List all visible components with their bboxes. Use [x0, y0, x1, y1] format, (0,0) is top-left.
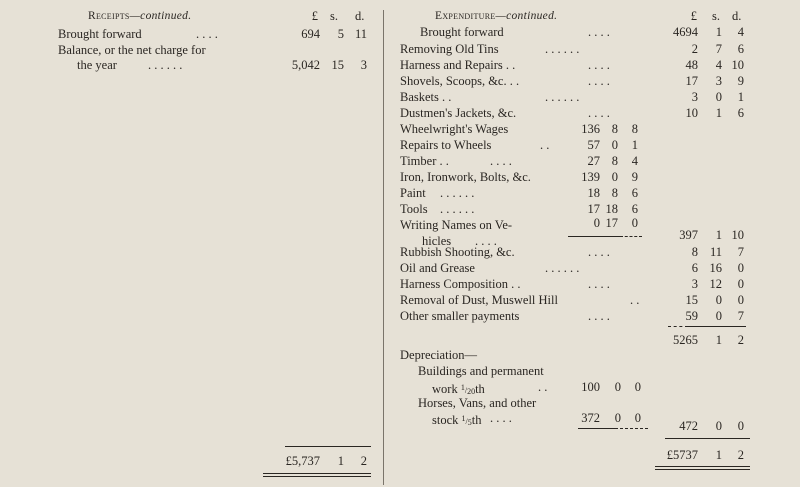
receipts-header-suffix: —continued. [129, 10, 192, 22]
dep-horses-fraction-den: 5 [467, 418, 472, 427]
exp-muswell-pounds: 15 [685, 293, 698, 307]
receipts-total-shillings: 1 [337, 454, 344, 468]
exp-writing-names-pounds: 0 [593, 216, 600, 230]
receipts-brought-forward-shillings: 5 [337, 27, 344, 41]
exp-total-pounds: £5737 [666, 448, 698, 462]
dep-subtotal-pounds: 472 [679, 419, 698, 433]
exp-tools-pounds: 17 [587, 202, 600, 216]
exp-other-dots: . . . . [588, 309, 610, 323]
receipts-pence-header: d. [355, 9, 365, 23]
receipts-header-label [88, 9, 191, 24]
receipts-total-double-rule-bottom [263, 476, 371, 477]
receipts-total-pounds: £5,737 [285, 454, 320, 468]
exp-wheelwright-pence: 8 [631, 122, 638, 136]
exp-harness-repairs-dots: . . . . [588, 58, 610, 72]
receipts-balance-shillings: 15 [331, 58, 344, 72]
exp-harness-comp-shillings: 12 [709, 277, 722, 291]
exp-brought-forward-label: Brought forward [420, 25, 504, 39]
exp-wheel-subtotal-pence: 10 [731, 228, 744, 242]
exp-other-pounds: 59 [685, 309, 698, 323]
exp-oil-shillings: 16 [709, 261, 722, 275]
dep-subtotal-pence: 0 [737, 419, 744, 433]
exp-old-tins-pounds: 2 [691, 42, 698, 56]
exp-paint-label: Paint [400, 186, 426, 200]
dep-buildings-fraction-num: 1 [460, 383, 465, 392]
exp-timber-label: Timber . . [400, 154, 449, 168]
receipts-balance-dots: . . . . . . [148, 58, 183, 72]
exp-subtotal-pounds: 5265 [673, 333, 698, 347]
exp-old-tins-shillings: 7 [715, 42, 722, 56]
exp-oil-dots: . . . . . . [545, 261, 580, 275]
exp-writing-names-label: Writing Names on Ve- [400, 218, 513, 232]
exp-rubbish-shillings: 11 [709, 245, 722, 259]
exp-wheel-subtotal-shillings: 1 [715, 228, 722, 242]
exp-muswell-shillings: 0 [715, 293, 722, 307]
exp-paint-shillings: 8 [611, 186, 618, 200]
exp-rubbish-pounds: 8 [691, 245, 698, 259]
subtotal-rule-dashed [668, 326, 688, 327]
dep-buildings-dots: . . [538, 380, 548, 394]
exp-baskets-shillings: 0 [715, 90, 722, 104]
exp-writing-names-shillings: 17 [605, 216, 618, 230]
exp-old-tins-dots: . . . . . . [545, 42, 580, 56]
exp-shovels-shillings: 3 [715, 74, 722, 88]
exp-harness-comp-pence: 0 [737, 277, 744, 291]
dep-buildings-label-work: work [432, 382, 458, 396]
dep-horses-fraction-suffix: th [471, 413, 482, 427]
exp-harness-repairs-pounds: 48 [685, 58, 698, 72]
exp-shovels-pence: 9 [737, 74, 744, 88]
exp-brought-forward-pence: 4 [737, 25, 744, 39]
exp-old-tins-label: Removing Old Tins [400, 42, 499, 56]
receipts-total-rule [285, 446, 371, 447]
exp-brought-forward-pounds: 4694 [673, 25, 698, 39]
exp-wheel-repairs-dots: . . [540, 138, 550, 152]
dep-subtotal-rule-dashed [620, 428, 648, 429]
exp-tools-label: Tools [400, 202, 428, 216]
exp-baskets-pence: 1 [737, 90, 744, 104]
receipts-balance-label-line2: the year [77, 58, 117, 72]
exp-wheelwright-shillings: 8 [611, 122, 618, 136]
exp-harness-comp-dots: . . . . [588, 277, 610, 291]
exp-wheel-repairs-label: Repairs to Wheels [400, 138, 492, 152]
dep-buildings-shillings: 0 [614, 380, 621, 394]
expenditure-shillings-header: s. [712, 9, 720, 23]
exp-iron-shillings: 0 [611, 170, 618, 184]
exp-total-double-rule-bottom [655, 469, 750, 470]
exp-oil-pounds: 6 [691, 261, 698, 275]
exp-rubbish-label: Rubbish Shooting, &c. [400, 245, 515, 259]
expenditure-pounds-header: £ [690, 9, 697, 23]
exp-wheel-subtotal-pounds: 397 [679, 228, 698, 242]
receipts-brought-forward-label: Brought forward [58, 27, 142, 41]
exp-shovels-dots: . . . . [588, 74, 610, 88]
exp-tools-pence: 6 [631, 202, 638, 216]
exp-subtotal-pence: 2 [737, 333, 744, 347]
receipts-total-double-rule-top [263, 473, 371, 474]
expenditure-header-label [435, 9, 557, 24]
exp-other-label: Other smaller payments [400, 309, 520, 323]
exp-timber-pounds: 27 [587, 154, 600, 168]
exp-old-tins-pence: 6 [737, 42, 744, 56]
dep-buildings-pounds: 100 [581, 380, 600, 394]
column-divider [383, 10, 384, 485]
exp-timber-dots: . . . . [490, 154, 512, 168]
exp-harness-repairs-shillings: 4 [715, 58, 722, 72]
dep-horses-fraction-num: 1 [461, 414, 466, 423]
dep-horses-label-line2: stock $^1$/5th [432, 413, 482, 427]
receipts-header-title: Receipts [88, 10, 130, 22]
exp-brought-forward-shillings: 1 [715, 25, 722, 39]
exp-jackets-pence: 6 [737, 106, 744, 120]
dep-horses-pounds: 372 [581, 411, 600, 425]
exp-total-pence: 2 [737, 448, 744, 462]
exp-harness-comp-pounds: 3 [691, 277, 698, 291]
dep-horses-pence: 0 [634, 411, 641, 425]
exp-total-shillings: 1 [715, 448, 722, 462]
dep-buildings-fraction-den: 20 [467, 387, 476, 396]
dep-horses-label-stock: stock [432, 413, 459, 427]
exp-subtotal-shillings: 1 [715, 333, 722, 347]
exp-tools-dots: . . . . . . [440, 202, 475, 216]
exp-iron-pence: 9 [631, 170, 638, 184]
exp-oil-label: Oil and Grease [400, 261, 475, 275]
exp-jackets-label: Dustmen's Jackets, &c. [400, 106, 517, 120]
exp-paint-pounds: 18 [587, 186, 600, 200]
wheel-subtotal-rule-dashed [620, 236, 642, 237]
depreciation-heading: Depreciation— [400, 348, 478, 362]
exp-oil-pence: 0 [737, 261, 744, 275]
exp-rubbish-dots: . . . . [588, 245, 610, 259]
exp-jackets-shillings: 1 [715, 106, 722, 120]
receipts-shillings-header: s. [330, 9, 338, 23]
receipts-brought-forward-pence: 11 [354, 27, 367, 41]
exp-wheel-repairs-shillings: 0 [611, 138, 618, 152]
expenditure-pence-header: d. [732, 9, 742, 23]
exp-iron-label: Iron, Ironwork, Bolts, &c. [400, 170, 531, 184]
subtotal-rule [688, 326, 746, 327]
exp-wheel-repairs-pounds: 57 [587, 138, 600, 152]
dep-subtotal-rule [578, 428, 618, 429]
exp-tools-shillings: 18 [605, 202, 618, 216]
exp-harness-comp-label: Harness Composition . . [400, 277, 521, 291]
dep-buildings-fraction-suffix: th [475, 382, 485, 396]
exp-muswell-pence: 0 [737, 293, 744, 307]
exp-paint-dots: . . . . . . [440, 186, 475, 200]
receipts-brought-forward-pounds: 694 [301, 27, 320, 41]
exp-muswell-dots: . . [630, 293, 640, 307]
dep-buildings-label: Buildings and permanent [418, 364, 544, 378]
receipts-brought-forward-dots: . . . . [196, 27, 218, 41]
exp-shovels-label: Shovels, Scoops, &c. . . [400, 74, 520, 88]
receipts-pounds-header: £ [311, 9, 318, 23]
exp-baskets-dots: . . . . . . [545, 90, 580, 104]
exp-total-rule [665, 438, 750, 439]
exp-brought-forward-dots: . . . . [588, 25, 610, 39]
exp-wheel-repairs-pence: 1 [631, 138, 638, 152]
exp-baskets-label: Baskets . . [400, 90, 452, 104]
exp-wheelwright-label: Wheelwright's Wages [400, 122, 509, 136]
receipts-balance-label: Balance, or the net charge for [58, 43, 206, 57]
receipts-balance-pounds: 5,042 [291, 58, 320, 72]
exp-total-double-rule-top [655, 466, 750, 467]
exp-shovels-pounds: 17 [685, 74, 698, 88]
dep-horses-dots: . . . . [490, 411, 512, 425]
exp-other-pence: 7 [737, 309, 744, 323]
exp-harness-repairs-label: Harness and Repairs . . [400, 58, 516, 72]
exp-writing-names-pence: 0 [631, 216, 638, 230]
exp-muswell-label: Removal of Dust, Muswell Hill [400, 293, 558, 307]
dep-horses-shillings: 0 [614, 411, 621, 425]
dep-horses-label: Horses, Vans, and other [418, 396, 537, 410]
dep-subtotal-shillings: 0 [715, 419, 722, 433]
expenditure-header-title: Expenditure [435, 10, 496, 22]
exp-iron-pounds: 139 [581, 170, 600, 184]
exp-writing-names-label-line2: hicles [422, 234, 452, 248]
exp-other-shillings: 0 [715, 309, 722, 323]
exp-wheelwright-pounds: 136 [581, 122, 600, 136]
exp-baskets-pounds: 3 [691, 90, 698, 104]
dep-buildings-pence: 0 [634, 380, 641, 394]
exp-jackets-dots: . . . . [588, 106, 610, 120]
exp-jackets-pounds: 10 [685, 106, 698, 120]
exp-paint-pence: 6 [631, 186, 638, 200]
exp-timber-shillings: 8 [611, 154, 618, 168]
dep-buildings-label-line2: work $^1$/20th [432, 382, 485, 396]
expenditure-header-suffix: —continued. [495, 10, 558, 22]
receipts-total-pence: 2 [360, 454, 367, 468]
exp-writing-names-dots: . . . . [475, 234, 497, 248]
exp-timber-pence: 4 [631, 154, 638, 168]
wheel-subtotal-rule [568, 236, 620, 237]
receipts-balance-pence: 3 [360, 58, 367, 72]
exp-rubbish-pence: 7 [737, 245, 744, 259]
exp-harness-repairs-pence: 10 [731, 58, 744, 72]
